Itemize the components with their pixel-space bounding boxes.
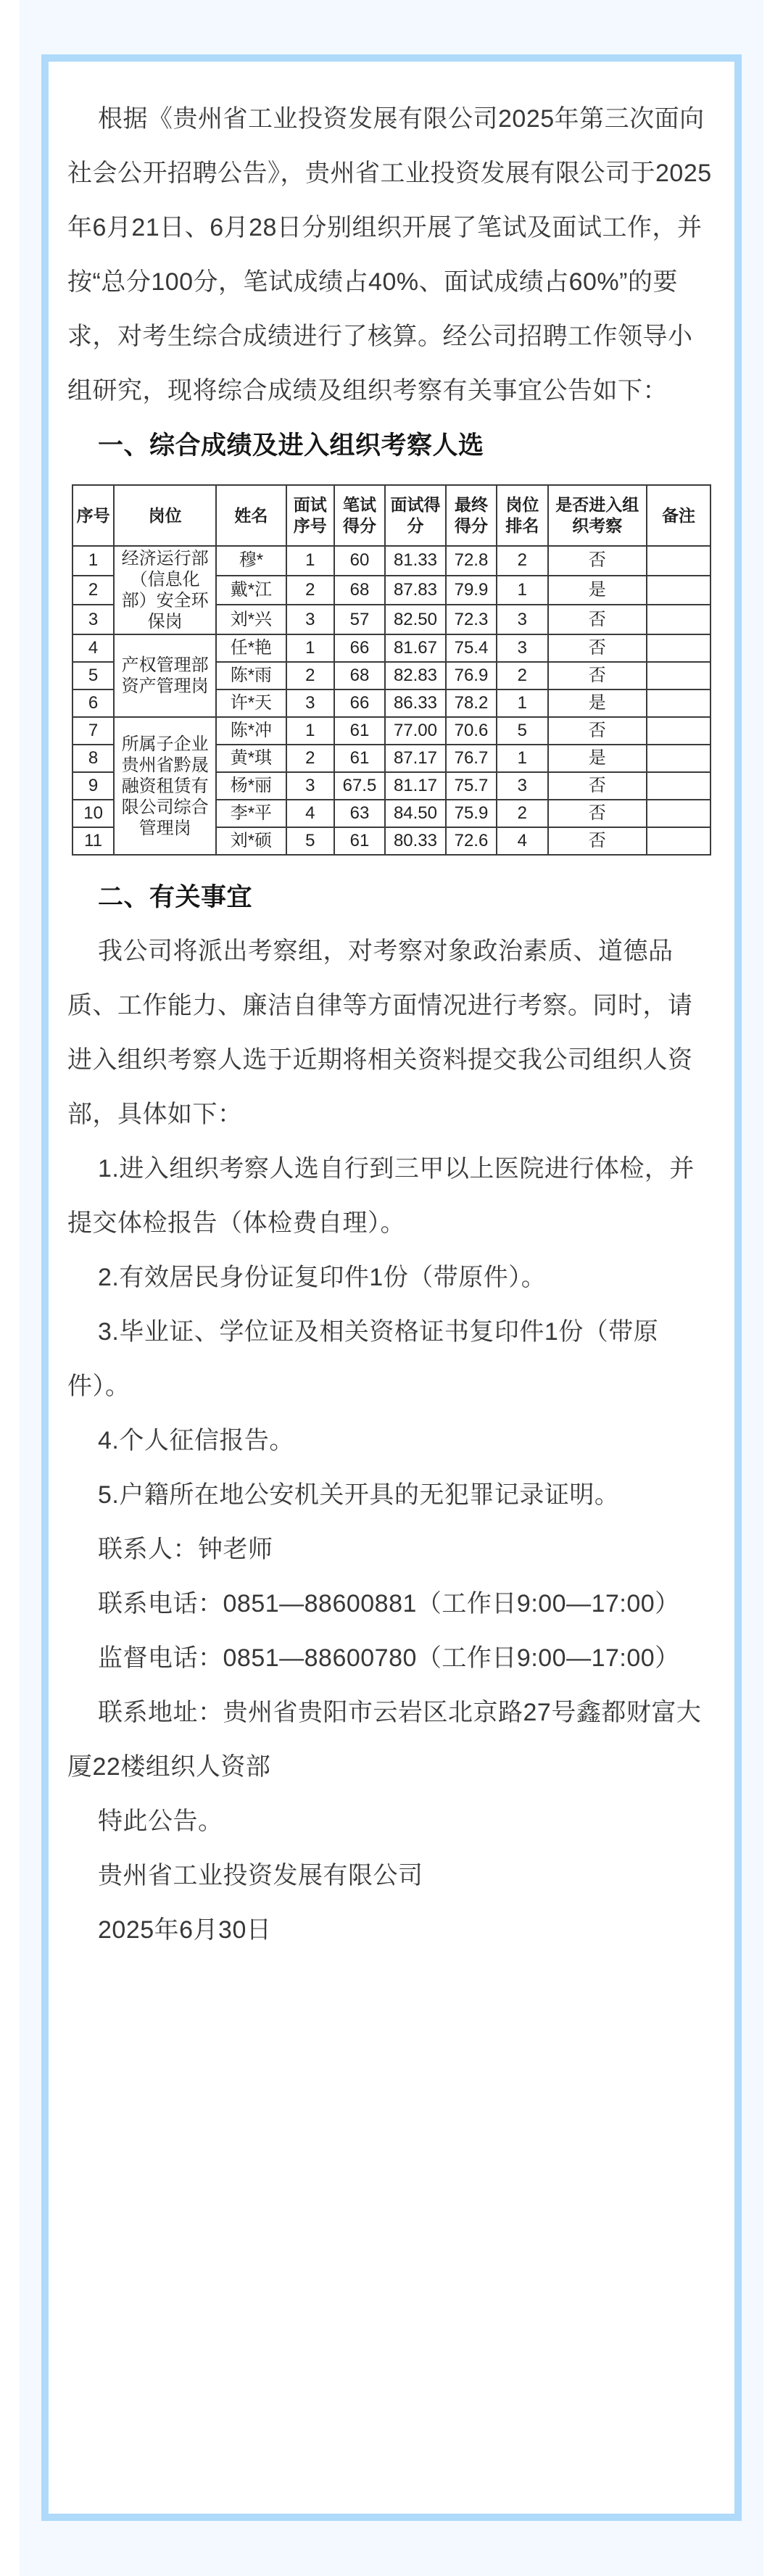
cell-remark bbox=[647, 662, 710, 689]
cell-remark bbox=[647, 605, 710, 634]
cell-name: 陈*雨 bbox=[216, 662, 286, 689]
cell-inspect: 否 bbox=[548, 827, 647, 855]
address-line: 联系地址：贵州省贵阳市云岩区北京路27号鑫都财富大厦22楼组织人资部 bbox=[67, 1699, 702, 1781]
item-4: 4.个人征信报告。 bbox=[98, 1427, 294, 1454]
cell-no: 3 bbox=[286, 605, 334, 634]
cell-no: 2 bbox=[286, 662, 334, 689]
cell-name: 黄*琪 bbox=[216, 745, 286, 772]
cell-no: 4 bbox=[286, 800, 334, 827]
column-header: 岗位 bbox=[114, 485, 216, 546]
column-header: 是否进入组织考察 bbox=[548, 485, 647, 546]
company-signature: 贵州省工业投资发展有限公司 bbox=[98, 1862, 423, 1889]
cell-seq: 7 bbox=[72, 717, 114, 745]
cell-name: 陈*冲 bbox=[216, 717, 286, 745]
cell-written: 68 bbox=[334, 576, 385, 605]
cell-interview: 81.33 bbox=[385, 546, 446, 576]
cell-no: 5 bbox=[286, 827, 334, 855]
cell-no: 1 bbox=[286, 634, 334, 662]
cell-remark bbox=[647, 800, 710, 827]
cell-inspect: 是 bbox=[548, 689, 647, 717]
cell-remark bbox=[647, 634, 710, 662]
cell-seq: 6 bbox=[72, 689, 114, 717]
cell-final: 75.9 bbox=[446, 800, 497, 827]
cell-interview: 81.17 bbox=[385, 772, 446, 800]
cell-remark bbox=[647, 827, 710, 855]
table-row bbox=[72, 717, 710, 745]
cell-seq: 8 bbox=[72, 745, 114, 772]
item-3: 3.毕业证、学位证及相关资格证书复印件1份（带原件）。 bbox=[67, 1318, 659, 1400]
cell-remark bbox=[647, 717, 710, 745]
cell-final: 72.3 bbox=[446, 605, 497, 634]
cell-rank: 5 bbox=[497, 717, 547, 745]
cell-inspect: 是 bbox=[548, 576, 647, 605]
cell-final: 78.2 bbox=[446, 689, 497, 717]
cell-rank: 3 bbox=[497, 634, 547, 662]
cell-interview: 86.33 bbox=[385, 689, 446, 717]
supervise-phone-line: 监督电话：0851—88600780（工作日9:00—17:00） bbox=[98, 1644, 680, 1672]
cell-remark bbox=[647, 772, 710, 800]
cell-final: 72.6 bbox=[446, 827, 497, 855]
announcement-card bbox=[41, 54, 742, 2521]
cell-interview: 87.83 bbox=[385, 576, 446, 605]
cell-written: 61 bbox=[334, 827, 385, 855]
cell-inspect: 否 bbox=[548, 546, 647, 576]
column-header: 面试序号 bbox=[286, 485, 334, 546]
cell-written: 66 bbox=[334, 634, 385, 662]
cell-interview: 80.33 bbox=[385, 827, 446, 855]
contact-person-line: 联系人：钟老师 bbox=[98, 1536, 273, 1563]
cell-seq: 2 bbox=[72, 576, 114, 605]
table-row bbox=[72, 546, 710, 576]
cell-inspect: 否 bbox=[548, 717, 647, 745]
cell-rank: 2 bbox=[497, 662, 547, 689]
item-1: 1.进入组织考察人选自行到三甲以上医院进行体检，并提交体检报告（体检费自理）。 bbox=[67, 1155, 695, 1237]
cell-interview: 77.00 bbox=[385, 717, 446, 745]
cell-rank: 1 bbox=[497, 745, 547, 772]
cell-inspect: 否 bbox=[548, 605, 647, 634]
announcement-content bbox=[49, 62, 734, 1958]
cell-name: 戴*江 bbox=[216, 576, 286, 605]
cell-rank: 1 bbox=[497, 689, 547, 717]
cell-written: 67.5 bbox=[334, 772, 385, 800]
cell-written: 57 bbox=[334, 605, 385, 634]
cell-name: 任*艳 bbox=[216, 634, 286, 662]
cell-remark bbox=[647, 546, 710, 576]
cell-final: 76.9 bbox=[446, 662, 497, 689]
cell-rank: 3 bbox=[497, 772, 547, 800]
cell-post: 产权管理部资产管理岗 bbox=[114, 634, 216, 717]
page-background bbox=[20, 0, 763, 2576]
closing-line: 特此公告。 bbox=[98, 1807, 223, 1835]
table-body bbox=[72, 546, 710, 855]
cell-inspect: 否 bbox=[548, 772, 647, 800]
cell-no: 3 bbox=[286, 689, 334, 717]
cell-no: 1 bbox=[286, 717, 334, 745]
cell-seq: 4 bbox=[72, 634, 114, 662]
table-row bbox=[72, 634, 710, 662]
cell-rank: 2 bbox=[497, 546, 547, 576]
column-header: 备注 bbox=[647, 485, 710, 546]
cell-seq: 3 bbox=[72, 605, 114, 634]
cell-remark bbox=[647, 689, 710, 717]
column-header: 最终得分 bbox=[446, 485, 497, 546]
contact-phone-line: 联系电话：0851—88600881（工作日9:00—17:00） bbox=[98, 1590, 680, 1618]
cell-name: 李*平 bbox=[216, 800, 286, 827]
cell-final: 76.7 bbox=[446, 745, 497, 772]
item-2: 2.有效居民身份证复印件1份（带原件）。 bbox=[98, 1264, 547, 1291]
cell-no: 2 bbox=[286, 745, 334, 772]
table-header-row bbox=[72, 485, 710, 546]
scores-table bbox=[72, 484, 711, 856]
column-header: 姓名 bbox=[216, 485, 286, 546]
cell-seq: 1 bbox=[72, 546, 114, 576]
cell-post: 所属子企业贵州省黔晟融资租赁有限公司综合管理岗 bbox=[114, 717, 216, 855]
cell-rank: 3 bbox=[497, 605, 547, 634]
cell-name: 杨*丽 bbox=[216, 772, 286, 800]
cell-name: 穆* bbox=[216, 546, 286, 576]
cell-inspect: 是 bbox=[548, 745, 647, 772]
cell-rank: 1 bbox=[497, 576, 547, 605]
cell-no: 1 bbox=[286, 546, 334, 576]
cell-post: 经济运行部（信息化部）安全环保岗 bbox=[114, 546, 216, 634]
cell-written: 61 bbox=[334, 745, 385, 772]
column-header: 笔试得分 bbox=[334, 485, 385, 546]
column-header: 序号 bbox=[72, 485, 114, 546]
section2-heading: 二、有关事宜 bbox=[98, 883, 253, 911]
column-header: 面试得分 bbox=[385, 485, 446, 546]
cell-interview: 82.83 bbox=[385, 662, 446, 689]
lead-paragraph: 我公司将派出考察组，对考察对象政治素质、道德品质、工作能力、廉洁自律等方面情况进行考察。同时，请进入组织考察人选于近期将相关资料提交我公司组织人资部，具体如下： bbox=[67, 937, 693, 1128]
cell-final: 75.4 bbox=[446, 634, 497, 662]
cell-written: 66 bbox=[334, 689, 385, 717]
section1-heading: 一、综合成绩及进入组织考察人选 bbox=[98, 431, 484, 460]
cell-name: 刘*兴 bbox=[216, 605, 286, 634]
cell-written: 63 bbox=[334, 800, 385, 827]
cell-written: 61 bbox=[334, 717, 385, 745]
cell-inspect: 否 bbox=[548, 634, 647, 662]
cell-rank: 2 bbox=[497, 800, 547, 827]
item-5: 5.户籍所在地公安机关开具的无犯罪记录证明。 bbox=[98, 1481, 620, 1509]
cell-interview: 81.67 bbox=[385, 634, 446, 662]
cell-interview: 82.50 bbox=[385, 605, 446, 634]
cell-no: 3 bbox=[286, 772, 334, 800]
intro-paragraph: 根据《贵州省工业投资发展有限公司2025年第三次面向社会公开招聘公告》，贵州省工业投资发展有限公司于2025年6月21日、6月28日分别组织开展了笔试及面试工作，并按“总分100分，笔试成绩占40%、面试成绩占60%”的要求，对考生综合成绩进行了核算。经公司招聘工作领导小组研究，现将综合成绩及组织考察有关事宜公告如下： bbox=[67, 105, 712, 405]
date-line: 2025年6月30日 bbox=[98, 1916, 272, 1944]
cell-seq: 10 bbox=[72, 800, 114, 827]
cell-final: 72.8 bbox=[446, 546, 497, 576]
cell-interview: 87.17 bbox=[385, 745, 446, 772]
cell-final: 70.6 bbox=[446, 717, 497, 745]
cell-inspect: 否 bbox=[548, 662, 647, 689]
cell-seq: 5 bbox=[72, 662, 114, 689]
cell-remark bbox=[647, 576, 710, 605]
cell-no: 2 bbox=[286, 576, 334, 605]
cell-interview: 84.50 bbox=[385, 800, 446, 827]
cell-seq: 11 bbox=[72, 827, 114, 855]
cell-written: 60 bbox=[334, 546, 385, 576]
cell-name: 许*天 bbox=[216, 689, 286, 717]
cell-final: 75.7 bbox=[446, 772, 497, 800]
cell-seq: 9 bbox=[72, 772, 114, 800]
cell-inspect: 否 bbox=[548, 800, 647, 827]
column-header: 岗位排名 bbox=[497, 485, 547, 546]
cell-remark bbox=[647, 745, 710, 772]
cell-name: 刘*硕 bbox=[216, 827, 286, 855]
cell-final: 79.9 bbox=[446, 576, 497, 605]
cell-rank: 4 bbox=[497, 827, 547, 855]
cell-written: 68 bbox=[334, 662, 385, 689]
